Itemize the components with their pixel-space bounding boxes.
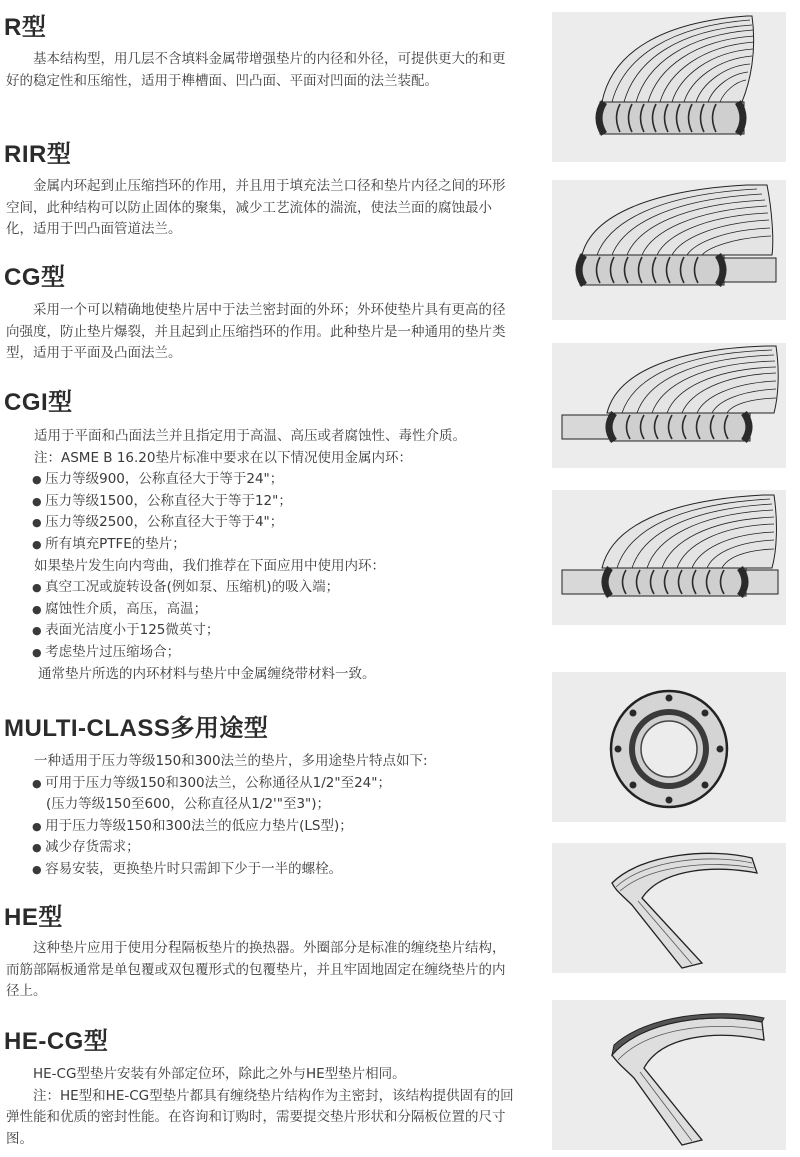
list-item: ● 考虑垫片过压缩场合； (6, 642, 516, 664)
list-item: ● 压力等级900，公称直径大于等于24"； (6, 469, 516, 491)
text-line: HE-CG型垫片安装有外部定位环，除此之外与HE型垫片相同。 (33, 1066, 406, 1082)
text-line: 通常垫片所选的内环材料与垫片中金属缠绕带材料一致。 (38, 665, 376, 682)
text-line: 适用于平面和凸面法兰并且指定用于高温、高压或者腐蚀性、毒性介质。 (34, 428, 466, 444)
text-line: 如果垫片发生向内弯曲，我们推荐在下面应用中使用内环： (34, 557, 385, 574)
text-line: 注：HE型和HE-CG型垫片都具有缠绕垫片结构作为主密封，该结构提供固有的回弹性能和优质的密封性能。在咨询和订购时，需要提交垫片形状和分隔板位置的尺寸图。 (6, 1087, 514, 1147)
section-title: HE-CG型 (4, 1028, 109, 1055)
gasket-cross-section-illustration (552, 343, 786, 468)
list-item: ● 压力等级1500，公称直径大于等于12"； (6, 491, 516, 513)
section-title: CG型 (4, 264, 66, 291)
section-title: RIR型 (4, 141, 72, 168)
list-item: ● 真空工况或旋转设备(例如泵、压缩机)的吸入端； (6, 577, 516, 599)
cg-type-gasket-image (552, 343, 786, 468)
multi-class-gasket-image (552, 672, 786, 822)
list-item: ● 压力等级2500，公称直径大于等于4"； (6, 512, 516, 534)
rir-type-gasket-image (552, 180, 786, 320)
multi-class-ring-illustration (552, 672, 786, 822)
he-cg-gasket-illustration (552, 1000, 786, 1150)
list-item: ● 腐蚀性介质，高压，高温； (6, 599, 516, 621)
section-title: CGI型 (4, 389, 73, 416)
gasket-cross-section-illustration (552, 12, 786, 162)
section-body (6, 426, 516, 685)
list-item: ● 所有填充PTFE的垫片； (6, 534, 516, 556)
list-item: ● 用于压力等级150和300法兰的低应力垫片(LS型)； (6, 816, 516, 838)
section-body (6, 751, 516, 881)
gasket-cross-section-illustration (552, 490, 786, 625)
section-title: MULTI-CLASS多用途型 (4, 715, 269, 742)
section-body (6, 1064, 516, 1150)
section-description: 这种垫片应用于使用分程隔板垫片的换热器。外圈部分是标准的缠绕垫片结构，而筋部隔板通常是单包覆或双包覆形式的包覆垫片，并且牢固地固定在缠绕垫片的内径上。 (6, 940, 506, 1000)
r-type-gasket-image (552, 12, 786, 162)
list-item: ● 可用于压力等级150和300法兰，公称通径从1/2"至24"； (6, 773, 516, 795)
gasket-cross-section-illustration (552, 180, 786, 320)
text-line: 一种适用于压力等级150和300法兰的垫片，多用途垫片特点如下: (34, 753, 428, 769)
text-line: 注：ASME B 16.20垫片标准中要求在以下情况使用金属内环： (34, 449, 412, 466)
section-description: 基本结构型，用几层不含填料金属带增强垫片的内径和外径，可提供更大的和更好的稳定性和压缩性，适用于榫槽面、凹凸面、平面对凹面的法兰装配。 (6, 51, 506, 89)
section-description: 金属内环起到止压缩挡环的作用，并且用于填充法兰口径和垫片内径之间的环形空间，此种结构可以防止固体的聚集，减少工艺流体的湍流，使法兰面的腐蚀最小化，适用于凹凸面管道法兰。 (6, 178, 506, 238)
section-description: 采用一个可以精确地使垫片居中于法兰密封面的外环；外环使垫片具有更高的径向强度，防止垫片爆裂，并且起到止压缩挡环的作用。此种垫片是一种通用的垫片类型，适用于平面及凸面法兰。 (6, 302, 506, 362)
text-line: (压力等级150至600，公称直径从1/2'"至3")； (46, 796, 331, 813)
list-item: ● 容易安装，更换垫片时只需卸下少于一半的螺栓。 (6, 859, 516, 881)
he-cg-type-gasket-image (552, 1000, 786, 1150)
list-item: ● 减少存货需求； (6, 837, 516, 859)
section-title: HE型 (4, 904, 63, 931)
cgi-type-gasket-image (552, 490, 786, 625)
he-gasket-illustration (552, 843, 786, 973)
he-type-gasket-image (552, 843, 786, 973)
list-item: ● 表面光洁度小于125微英寸； (6, 620, 516, 642)
section-title: R型 (4, 14, 47, 41)
